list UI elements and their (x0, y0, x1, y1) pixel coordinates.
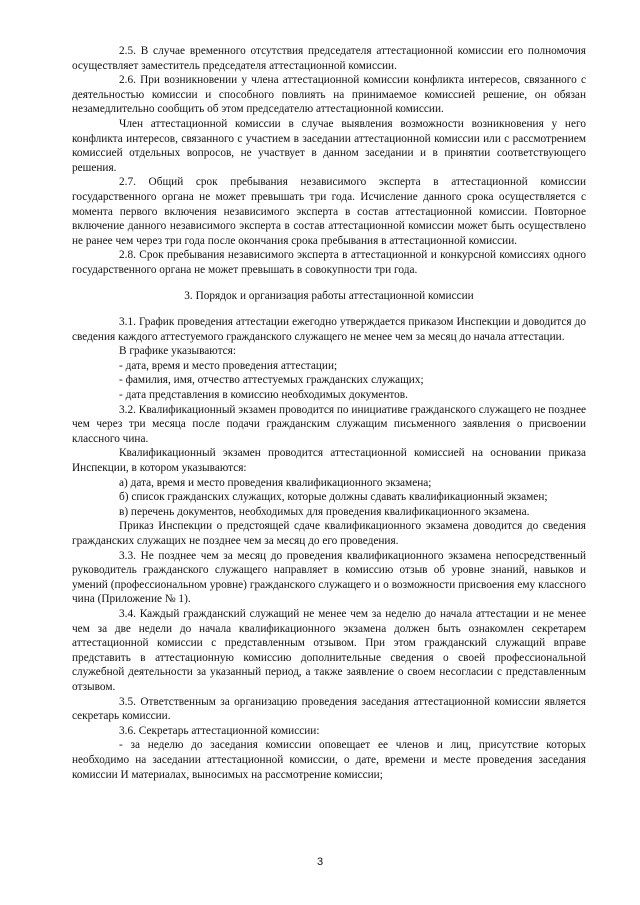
paragraph: Член аттестационной комиссии в случае выявления возможности возникновения у него конфликта интересов, связанного с участием в заседании аттестационной комиссии или с рассмотрением комиссией отдельных вопросов, не участвует в данном заседании и в принятии соответствующего решения. (72, 117, 586, 174)
paragraph: 2.6. При возникновении у члена аттестационной комиссии конфликта интересов, связанного с деятельностью комиссии и способного повлиять на принимаемое комиссией решение, он обязан незамедлительно сообщить об этом председателю аттестационной комиссии. (72, 74, 586, 116)
paragraph: 3.4. Каждый гражданский служащий не менее чем за неделю до начала аттестации и не менее чем за две недели до начала квалификационного экзамена должен быть ознакомлен секретарем аттестационной комиссии с представленным отзывом. При этом гражданский служащий вправе представить в аттестационную комиссию дополнительные сведения о своей профессиональной служебной деятельности за указанный период, а также заявление о своем несогласии с представленным отзывом. (72, 607, 586, 693)
paragraph: Квалификационный экзамен проводится аттестационной комиссией на основании приказа Инспекции, в котором указываются: (72, 447, 586, 475)
paragraph: 3.2. Квалификационный экзамен проводится по инициативе гражданского служащего не позднее чем через три месяца после подачи гражданским служащим письменного заявления о присвоении классного чина. (72, 403, 586, 445)
paragraph: 3.1. График проведения аттестации ежегодно утверждается приказом Инспекции и доводится до сведения каждого аттестуемого гражданского служащего не менее чем за месяц до начала аттестации. (72, 316, 586, 343)
paragraph: 2.8. Срок пребывания независимого эксперта в аттестационной и конкурсной комиссиях одного государственного органа не может превышать в совокупности три года. (72, 249, 586, 276)
list-item: б) список гражданских служащих, которые должны сдавать квалификационный экзамен; (119, 491, 548, 504)
paragraph: 3.6. Секретарь аттестационной комиссии: (119, 724, 320, 737)
list-item: - за неделю до заседания комиссии оповещает ее членов и лиц, присутствие которых необходимо на заседании аттестационной комиссии, о дате, времени и месте проведения заседания комиссии И материалах, выносимых на рассмотрение комиссии; (72, 739, 586, 781)
paragraph: 3.5. Ответственным за организацию проведения заседания аттестационной комиссии является секретарь комиссии. (72, 695, 586, 723)
list-item: - дата, время и место проведения аттестации; (119, 359, 338, 372)
paragraph: 2.7. Общий срок пребывания независимого эксперта в аттестационной комиссии государственного органа не может превышать три года. Исчисление данного срока осуществляется с момента первого включения независимого эксперта в состав аттестационной комиссии. Повторное включение данного независимого эксперта в состав аттестационной комиссии может быть осуществлено не ранее чем через три года после окончания срока пребывания в аттестационной комиссии. (72, 176, 586, 247)
list-item: - дата представления в комиссию необходимых документов. (119, 389, 408, 402)
list-item: в) перечень документов, необходимых для проведения квалификационного экзамена. (119, 505, 530, 518)
paragraph: 2.5. В случае временного отсутствия председателя аттестационной комиссии его полномочия осуществляет заместитель председателя аттестационной комиссии. (72, 45, 586, 72)
list-item: а) дата, время и место проведения квалификационного экзамена; (119, 476, 432, 489)
section-3-body (72, 315, 586, 782)
paragraph: Приказ Инспекции о предстоящей сдаче квалификационного экзамена доводится до сведения гражданских служащих не позднее чем за месяц до его проведения. (72, 520, 586, 547)
paragraph: 3.3. Не позднее чем за месяц до проведения квалификационного экзамена непосредственный руководитель гражданского служащего направляет в комиссию отзыв об уровне знаний, навыков и умений (профессиональном уровне) гражданского служащего и о возможности присвоения ему классного чина (Приложение № 1). (72, 549, 586, 606)
section-2-body (72, 44, 586, 278)
page-number: 3 (316, 856, 324, 868)
section-heading: 3. Порядок и организация работы аттестационной комиссии (184, 289, 474, 302)
paragraph: В графике указываются: (119, 345, 237, 358)
list-item: - фамилия, имя, отчество аттестуемых гражданских служащих; (119, 374, 424, 387)
